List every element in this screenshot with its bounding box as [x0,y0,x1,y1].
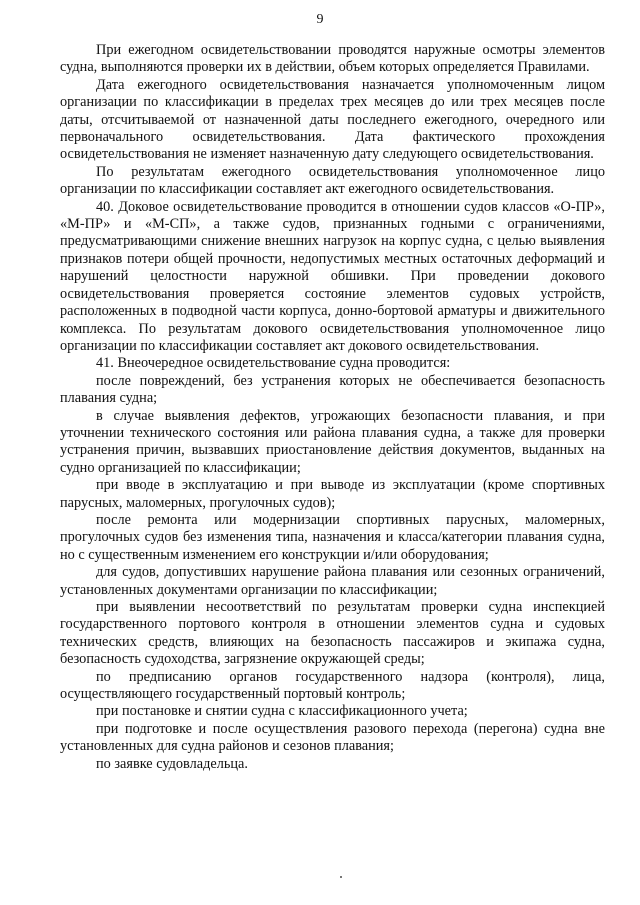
list-item: после повреждений, без устранения которых не обеспечивается безопасность плавания судна; [60,372,605,407]
list-item: после ремонта или модернизации спортивных парусных, маломерных, прогулочных судов без изменения типа, назначения и класса/категории плавания судна, но с существенным изменением его конструкции и/или оборудования; [60,511,605,563]
paragraph-41-extraordinary-inspection: 41. Внеочередное освидетельствование судна проводится: [96,355,451,372]
paragraph-annual-inspection-act: По результатам ежегодного освидетельствования уполномоченное лицо организации по классификации составляет акт ежегодного освидетельствования. [60,163,605,198]
page-number: 9 [316,12,324,27]
list-item: в случае выявления дефектов, угрожающих безопасности плавания, и при уточнении технического состояния или района плавания судна, а также для проверки устранения причин, вызвавших приостановление действия документов, выданных на судно организацией по классификации; [60,407,605,476]
list-item: по предписанию органов государственного надзора (контроля), лица, осуществляющего государственный портовый контроль; [60,668,605,703]
paragraph-annual-inspection-scope: При ежегодном освидетельствовании проводятся наружные осмотры элементов судна, выполняются проверки их в действии, объем которых определяется Правилами. [60,42,605,76]
paragraph-40-dock-inspection: 40. Доковое освидетельствование проводится в отношении судов классов «О-ПР», «М-ПР» и «М-СП», а также судов, признанных годными с ограничениями, предусматривающими снижение внешних нагрузок на корпус судна, с целью выявления признаков потери общей прочности, недопустимых местных остаточных деформаций и нарушений целостности наружной обшивки. При проведении докового освидетельствования проверяется состояние элементов судовых устройств, расположенных в подводной части корпуса, донно-бортовой арматуры и движительного комплекса. По результатам докового освидетельствования уполномоченное лицо организации по классификации составляет акт докового освидетельствования. [60,198,605,354]
list-item: по заявке судовладельца. [96,755,248,772]
list-item: при подготовке и после осуществления разового перехода (перегона) судна вне установленных для судна районов и сезонов плавания; [60,720,605,755]
body-text [60,42,605,773]
paragraph-annual-inspection-date: Дата ежегодного освидетельствования назначается уполномоченным лицом организации по классификации в пределах трех месяцев до или трех месяцев после даты, отсчитываемой от назначенной даты последнего ежегодного, очередного или первоначального освидетельствования. Дата фактического прохождения освидетельствования не изменяет назначенную дату следующего освидетельствования. [60,76,605,163]
list-item: для судов, допустивших нарушение района плавания или сезонных ограничений, установленных документами организации по классификации; [60,564,605,598]
list-item: при вводе в эксплуатацию и при выводе из эксплуатации (кроме спортивных парусных, маломерных, прогулочных судов); [60,477,605,511]
list-item: при постановке и снятии судна с классификационного учета; [96,703,468,720]
list-item: при выявлении несоответствий по результатам проверки судна инспекцией государственного портового контроля в отношении элементов судна и судовых технических средств, влияющих на безопасность пассажиров и экипажа судна, безопасность судоходства, загрязнение окружающей среды; [60,599,605,668]
scan-speck [340,876,342,878]
